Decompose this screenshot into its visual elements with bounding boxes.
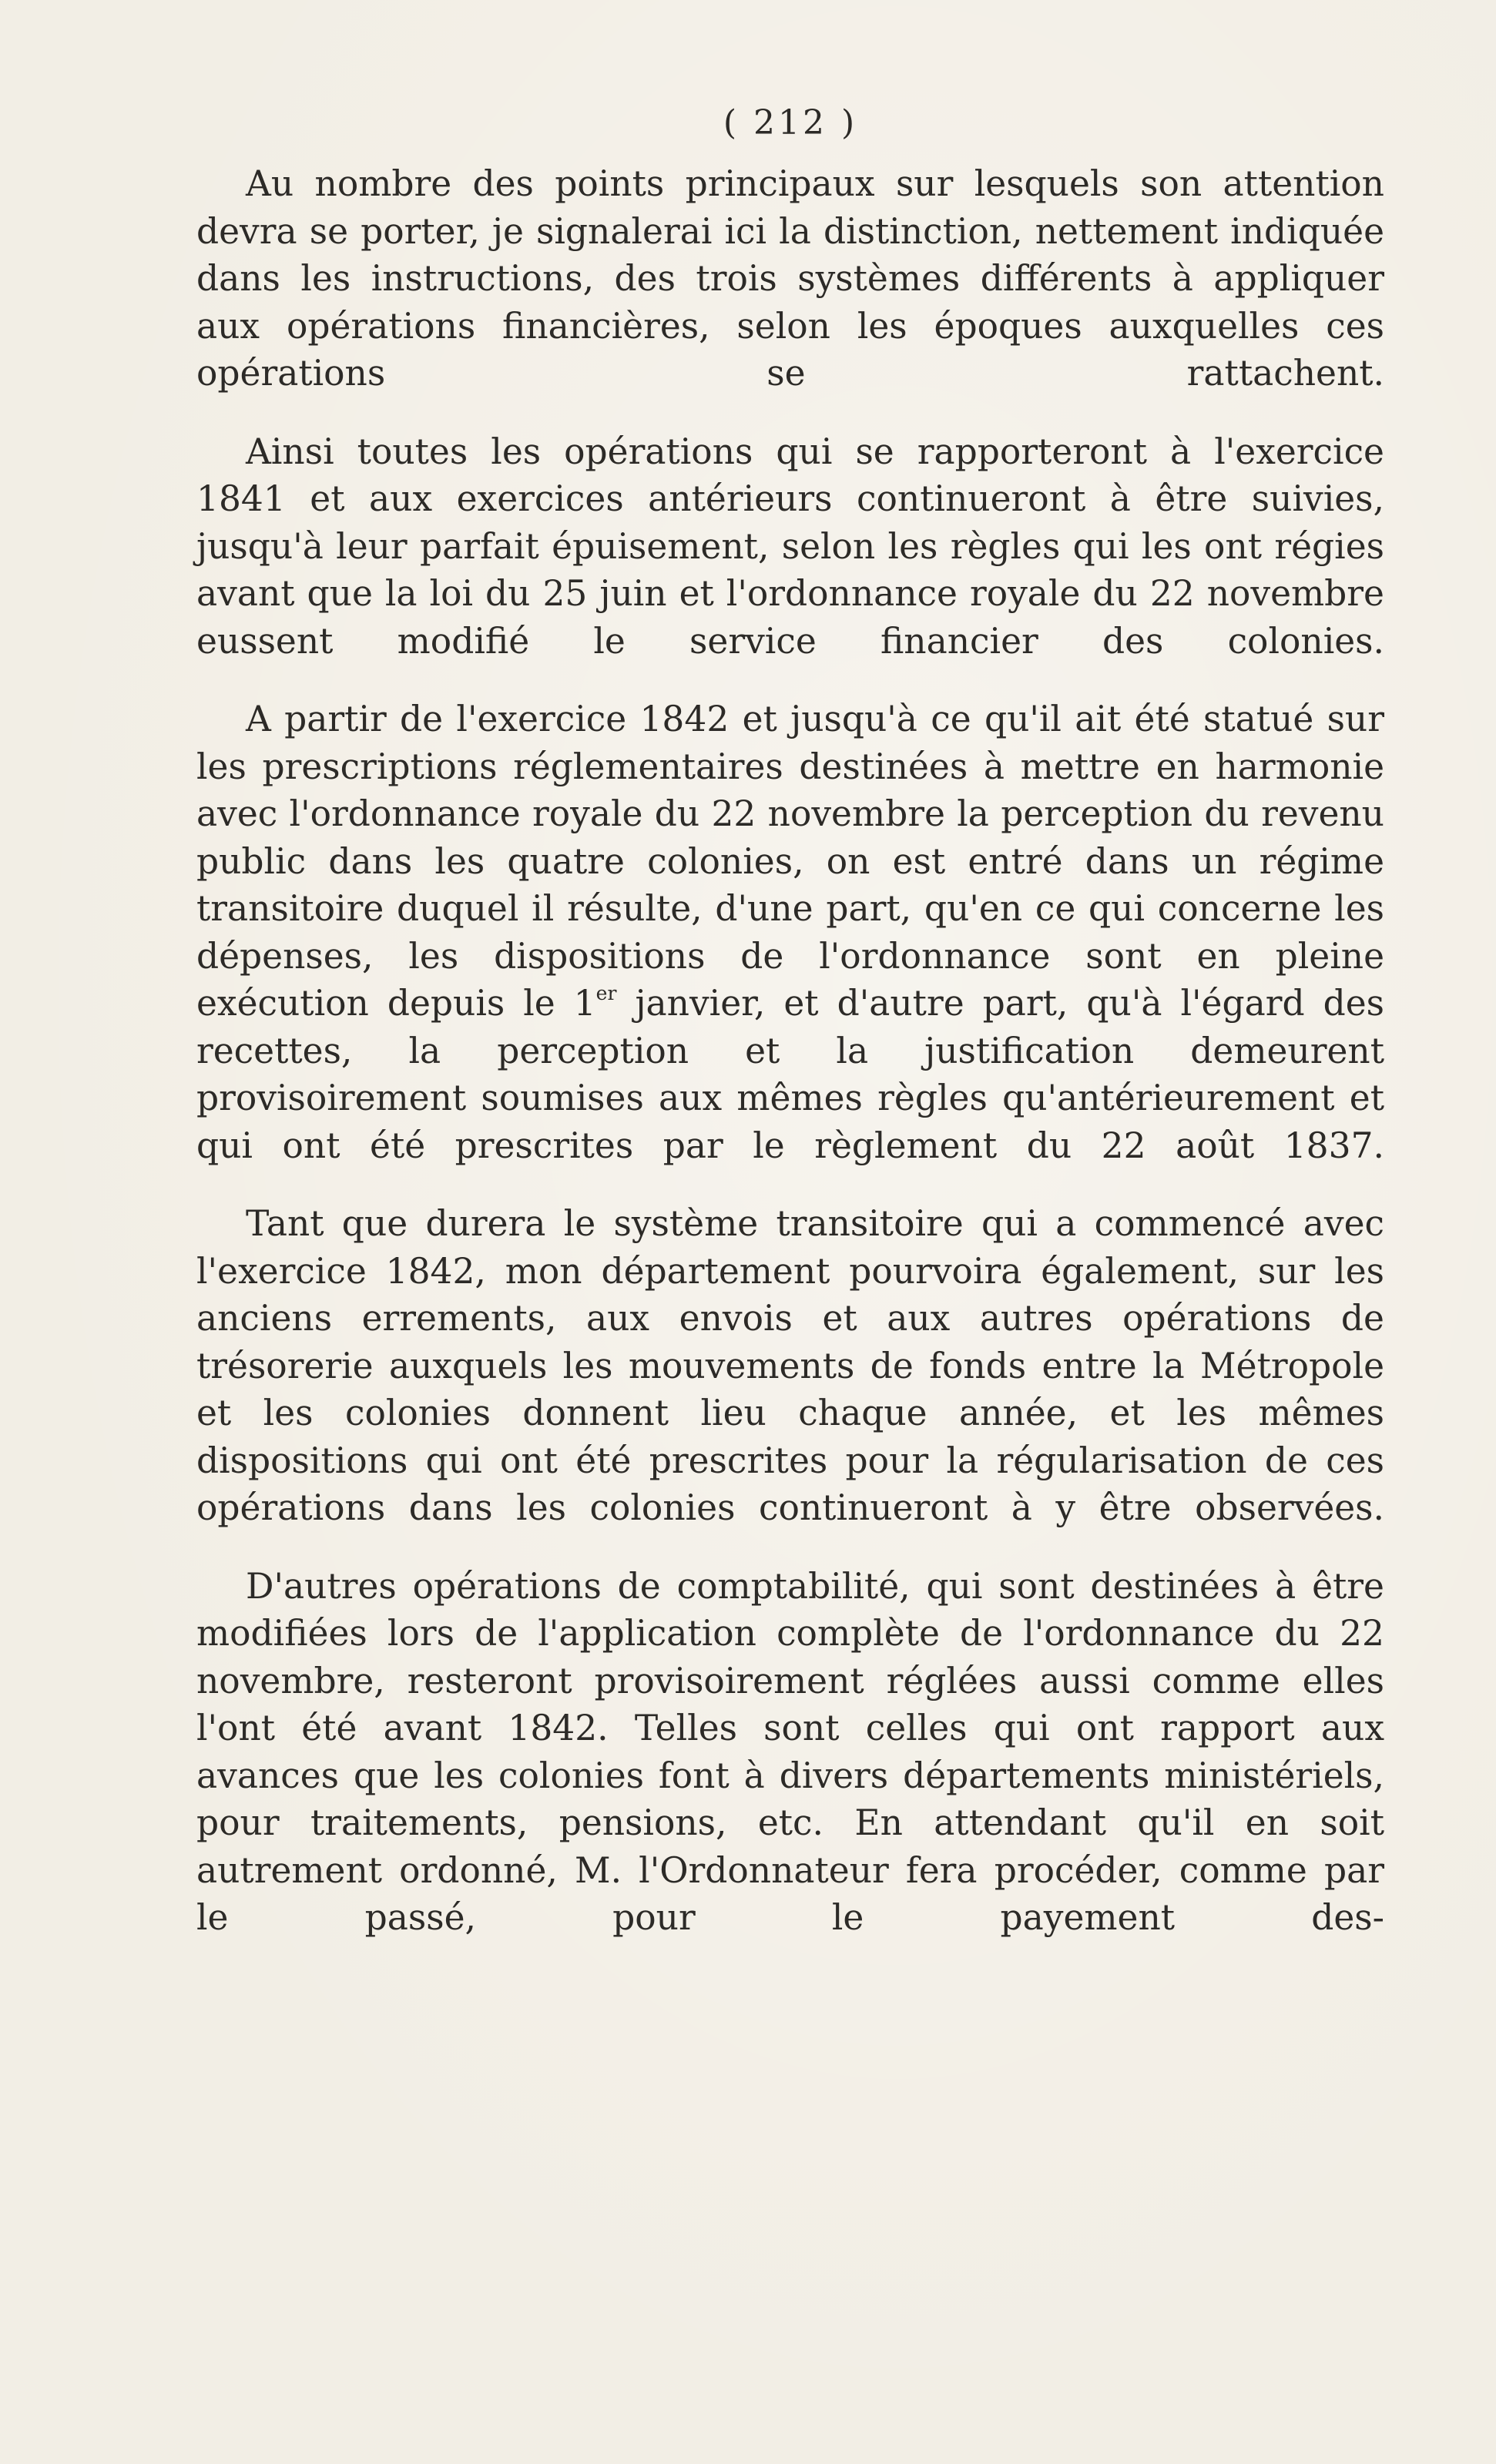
paragraph-1: Au nombre des points principaux sur lesquels son attention devra se porter, je signalerai ici la distinction, nettement indiquée dans les instructions, des trois systèmes différents à appliquer aux opérations financières, selon les époques auxquelles ces opérations se rattachent. xyxy=(196,163,1384,394)
page-text-block xyxy=(196,100,1384,1973)
paragraph-5: D'autres opérations de comptabilité, qui sont destinées à être modifiées lors de l'application complète de l'ordonnance du 22 novembre, resteront provisoirement réglées aussi comme elles l'ont été avant 1842. Telles sont celles qui ont rapport aux avances que les colonies font à divers départements ministériels, pour traitements, pensions, etc. En attendant qu'il en soit autrement ordonné, M. l'Ordonnateur fera procéder, comme par le passé, pour le payement des- xyxy=(196,1565,1384,1938)
paragraph-4: Tant que durera le système transitoire qui a commencé avec l'exercice 1842, mon département pourvoira également, sur les anciens errements, aux envois et aux autres opérations de trésorerie auxquels les mouvements de fonds entre la Métropole et les colonies donnent lieu chaque année, et les mêmes dispositions qui ont été prescrites pour la régularisation de ces opérations dans les colonies continueront à y être observées. xyxy=(196,1203,1384,1528)
ordinal-superscript: er xyxy=(595,981,617,1004)
paragraph-3-part-1: A partir de l'exercice 1842 et jusqu'à ce qu'il ait été statué sur les prescriptions réglementaires destinées à mettre en harmonie avec l'ordonnance royale du 22 novembre la perception du revenu public dans les quatre colonies, on est entré dans un régime transitoire duquel il résulte, d'une part, qu'en ce qui concerne les dépenses, les dispositions de l'ordonnance sont en pleine exécution depuis le 1 xyxy=(196,699,1384,1024)
paragraph-2: Ainsi toutes les opérations qui se rapporteront à l'exercice 1841 et aux exercices antérieurs continueront à être suivies, jusqu'à leur parfait épuisement, selon les règles qui les ont régies avant que la loi du 25 juin et l'ordonnance royale du 22 novembre eussent modifié le service financier des colonies. xyxy=(196,431,1384,662)
paragraph-3-part-2: janvier, et d'autre part, qu'à l'égard des recettes, la perception et la justification demeurent provisoirement soumises aux mêmes règles qu'antérieurement et qui ont été prescrites par le règlement du 22 août 1837. xyxy=(196,983,1384,1166)
paragraph-3 xyxy=(196,696,1384,1169)
page-number: ( 212 ) xyxy=(723,103,858,142)
